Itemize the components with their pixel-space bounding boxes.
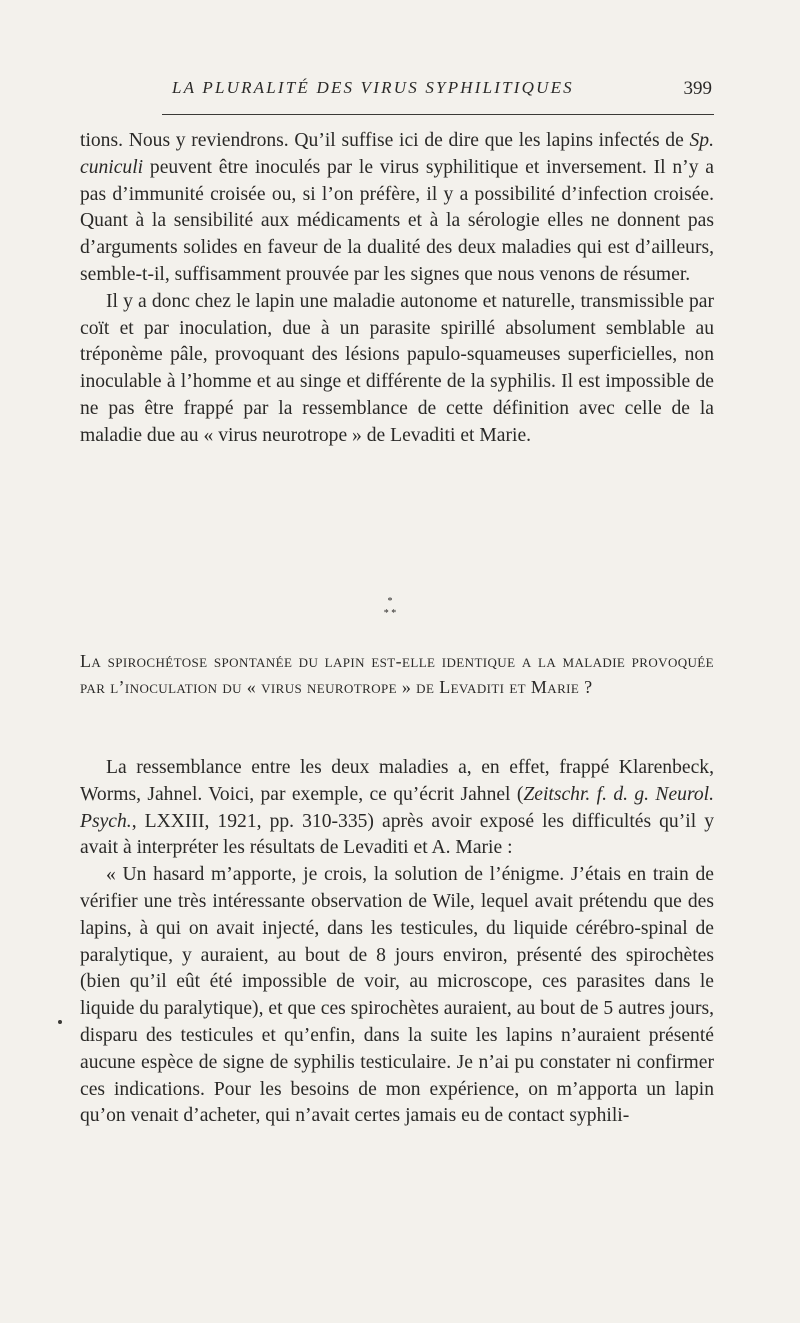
- paragraph-4: [80, 862, 714, 1130]
- species-name: Sp. cuniculi: [80, 130, 714, 178]
- asterism-top: *: [387, 596, 393, 607]
- body-text-top: [80, 128, 714, 450]
- paragraph-4-text: « Un hasard m’apporte, je crois, la solution de l’énigme. J’étais en train de vérifier une très intéressante observation de Wile, lequel avait prétendu que des lapins, à qui on avait injecté, dans les testicules, du liquide cérébro-spinal de paralytique, y auraient, au bout de 8 jours environ, présenté des spirochètes (bien qu’il eût été impossible de voir, au microscope, ces parasites dans le liquide du paralytique), et que ces spirochètes auraient, au bout de 5 autres jours, disparu des testicules et qu’enfin, dans la suite les lapins n’auraient présenté aucune espèce de signe de syphilis testiculaire. Je n’ai pu constater ni confirmer ces indications. Pour les besoins de mon expérience, on m’apporta un lapin qu’on venait d’acheter, qui n’avait certes jamais eu de contact syphili-: [80, 864, 714, 1127]
- paragraph-3: [80, 755, 714, 862]
- running-head-title: LA PLURALITÉ DES VIRUS SYPHILITIQUES: [172, 78, 574, 97]
- paragraph-2-text: Il y a donc chez le lapin une maladie autonome et naturelle, transmissible par coït et par inoculation, due à un parasite spirillé absolument semblable au tréponème pâle, provoquant des lésions papulo-squameuses superficielles, non inoculable à l’homme et au singe et différente de la syphilis. Il est impossible de ne pas être frappé par la ressemblance de cette définition avec celle de la maladie due au « virus neurotrope » de Levaditi et Marie.: [80, 290, 714, 446]
- paragraph-3-part-1: La ressemblance entre les deux maladies a, en effet, frappé Klarenbeck, Worms, Jahnel. Voici, par exemple, ce qu’écrit Jahnel (: [80, 757, 714, 805]
- asterism-bottom: * *: [383, 608, 397, 619]
- journal-citation: Zeitschr. f. d. g. Neurol. Psych.: [80, 783, 714, 832]
- paragraph-1: [80, 128, 714, 289]
- header-rule: [162, 114, 714, 115]
- margin-mark: [58, 1020, 62, 1024]
- body-text-bottom: [80, 755, 714, 1130]
- section-title: La spirochétose spontanée du lapin est-elle identique a la maladie provoquée par l’inoculation du « virus neurotrope » de Levaditi et Marie ?: [80, 651, 714, 697]
- asterism-ornament: [360, 596, 420, 626]
- paragraph-2: [80, 289, 714, 450]
- running-head: [80, 78, 712, 104]
- paragraph-1-part-1: tions. Nous y reviendrons. Qu’il suffise ici de dire que les lapins infectés de: [80, 130, 690, 151]
- page-number: 399: [683, 78, 712, 99]
- paragraph-3-part-3: , LXXIII, 1921, pp. 310-335) après avoir exposé les difficultés qu’il y avait à interpréter les résultats de Levaditi et A. Marie :: [80, 810, 714, 859]
- paragraph-1-part-3: peuvent être inoculés par le virus syphilitique et inversement. Il n’y a pas d’immunité croisée ou, si l’on préfère, il y a possibilité d’infection croisée. Quant à la sensibilité aux médicaments et à la sérologie elles ne donnent pas d’arguments solides en faveur de la dualité des deux maladies qui est d’ailleurs, semble-t-il, suffisamment prouvée par les signes que nous venons de résumer.: [80, 156, 714, 285]
